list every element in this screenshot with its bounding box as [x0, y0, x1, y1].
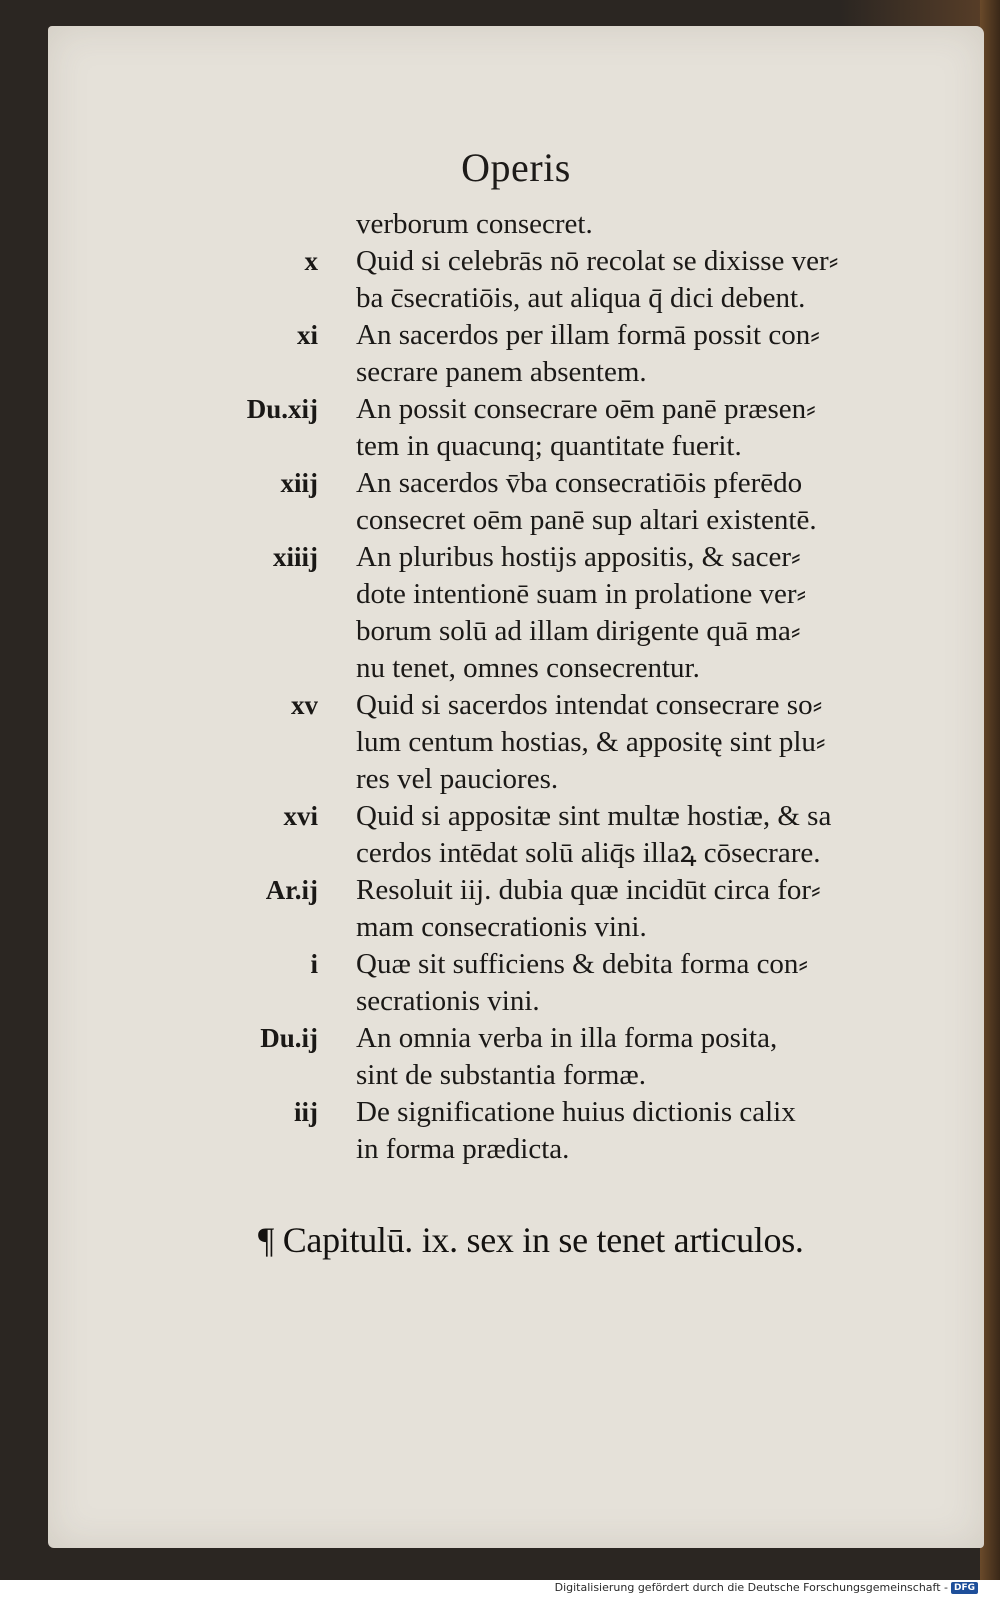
table-of-contents [48, 206, 984, 1168]
digitization-credit [555, 1581, 978, 1594]
toc-entry [48, 798, 984, 872]
entry-text: Quid si celebrās nō recolat se dixisse ver⸗ ba c̄secratiōis, aut aliqua q̄ dici debent. [356, 245, 839, 314]
entry-text: An possit consecrare oēm panē præsen⸗ tem in quacunq; quantitate fuerit. [356, 393, 816, 462]
entry-number: Du.xij [246, 394, 318, 424]
toc-entry [48, 1020, 984, 1094]
entry-number: xvi [283, 801, 318, 831]
entry-text: Quid si appositæ sint multæ hostiæ, & sa cerdos intēdat solū aliq̄s illaꝝ cōsecrare. [356, 800, 832, 869]
chapter-heading: ¶ Capitulū. ix. sex in se tenet articulos. [258, 1220, 804, 1260]
entry-text: Quid si sacerdos intendat consecrare so⸗ lum centum hostias, & appositę sint plu⸗ res vel pauciores. [356, 689, 826, 795]
toc-entry [48, 206, 984, 243]
toc-entry [48, 1094, 984, 1168]
entry-number: Ar.ij [265, 875, 318, 905]
dfg-logo-icon: DFG [951, 1582, 978, 1594]
entry-number: xv [291, 690, 318, 720]
toc-entry [48, 391, 984, 465]
entry-text: Resoluit iij. dubia quæ incidūt circa for⸗ mam consecrationis vini. [356, 874, 821, 943]
entry-number: Du.ij [260, 1023, 318, 1053]
credit-text: Digitalisierung gefördert durch die Deutsche Forschungsgemeinschaft - [554, 1581, 948, 1594]
entry-text: verborum consecret. [356, 208, 593, 240]
entry-text: An sacerdos v̄ba consecratiōis pferēdo consecret oēm panē sup altari existentē. [356, 467, 817, 536]
toc-entry [48, 465, 984, 539]
entry-number: i [310, 949, 318, 979]
entry-text: An pluribus hostijs appositis, & sacer⸗ dote intentionē suam in prolatione ver⸗ borum solū ad illam dirigente quā ma⸗ nu tenet, omnes consecrentur. [356, 541, 807, 684]
toc-entry [48, 317, 984, 391]
toc-entry [48, 243, 984, 317]
entry-text: An sacerdos per illam formā possit con⸗ secrare panem absentem. [356, 319, 820, 388]
entry-text: An omnia verba in illa forma posita, sint de substantia formæ. [356, 1022, 778, 1091]
entry-number: xiiij [273, 542, 318, 572]
entry-text: Quæ sit sufficiens & debita forma con⸗ secrationis vini. [356, 948, 809, 1017]
toc-entry [48, 539, 984, 687]
book-page [48, 26, 984, 1548]
entry-number: iij [294, 1097, 318, 1127]
toc-entry [48, 687, 984, 798]
toc-entry [48, 946, 984, 1020]
entry-number: x [304, 246, 318, 276]
entry-number: xi [296, 320, 318, 350]
entry-number: xiij [280, 468, 318, 498]
entry-text: De significatione huius dictionis calix in forma prædicta. [356, 1096, 796, 1165]
toc-entry [48, 872, 984, 946]
running-head: Operis [461, 145, 571, 190]
